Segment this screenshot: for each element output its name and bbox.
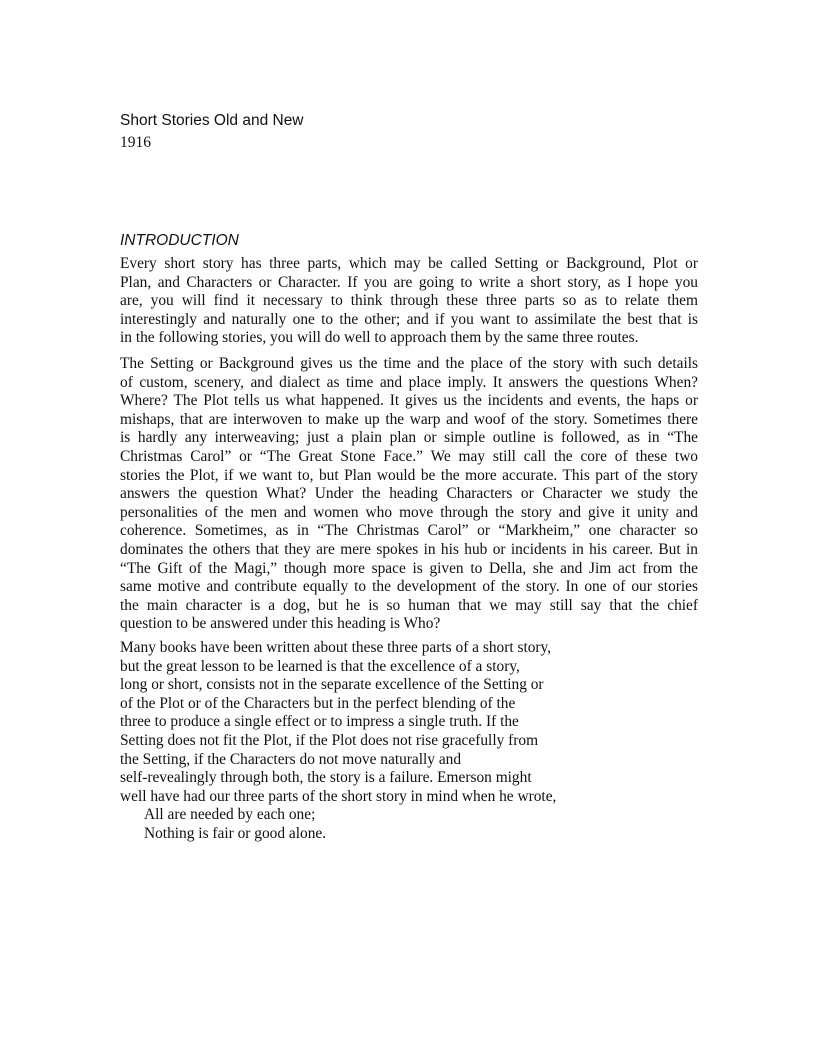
text-line: “The Gift of the Magi,” though more space is given to Della, she and Jim act from the bbox=[120, 559, 698, 577]
text-line: interestingly and naturally one to the other; and if you want to assimilate the best that is bbox=[120, 310, 698, 328]
text-line: the Setting, if the Characters do not move naturally and bbox=[120, 750, 462, 768]
text-line: of the Plot or of the Characters but in the perfect blending of the bbox=[120, 694, 516, 712]
text-line: dominates the others that they are mere spokes in his hub or incidents in his career. But in bbox=[120, 540, 698, 558]
text-line: Where? The Plot tells us what happened. It gives us the incidents and events, the haps or bbox=[120, 392, 698, 410]
text-line: The Setting or Background gives us the time and the place of the story with such details bbox=[120, 355, 698, 372]
paragraph-3 bbox=[120, 639, 698, 844]
text-line: the main character is a dog, but he is so human that we may still say that the chief bbox=[120, 596, 698, 614]
text-line: Plan, and Characters or Character. If you are going to write a short story, as I hope you bbox=[120, 273, 698, 291]
text-line: but the great lesson to be learned is that the excellence of a story, bbox=[120, 657, 520, 675]
verse-line: All are needed by each one; bbox=[144, 806, 316, 824]
text-line: is hardly any interweaving; just a plain plan or simple outline is followed, as in “The bbox=[120, 429, 698, 447]
paragraph-2 bbox=[120, 355, 698, 634]
publication-year: 1916 bbox=[120, 134, 151, 151]
text-line: long or short, consists not in the separate excellence of the Setting or bbox=[120, 676, 544, 694]
text-line: Every short story has three parts, which may be called Setting or Background, Plot or bbox=[120, 255, 698, 272]
text-line: self-revealingly through both, the story is a failure. Emerson might bbox=[120, 769, 532, 787]
text-line: Setting does not fit the Plot, if the Plot does not rise gracefully from bbox=[120, 731, 539, 749]
text-line: answers the question What? Under the heading Characters or Character we study the bbox=[120, 485, 698, 503]
section-heading: INTRODUCTION bbox=[120, 232, 239, 249]
text-line: in the following stories, you will do well to approach them by the same three routes. bbox=[120, 329, 639, 347]
text-line: stories the Plot, if we want to, but Plan would be the more accurate. This part of the story bbox=[120, 466, 698, 484]
text-line: well have had our three parts of the short story in mind when he wrote, bbox=[120, 787, 557, 805]
text-line: coherence. Sometimes, as in “The Christmas Carol” or “Markheim,” one character so bbox=[120, 522, 698, 540]
text-line: mishaps, that are interwoven to make up the warp and woof of the story. Sometimes there bbox=[120, 410, 698, 428]
text-line: personalities of the men and women who move through the story and give it unity and bbox=[120, 503, 698, 521]
text-line: same motive and contribute equally to the development of the story. In one of our stories bbox=[120, 578, 698, 596]
text-line: question to be answered under this heading is Who? bbox=[120, 615, 441, 633]
paragraph-1 bbox=[120, 255, 698, 348]
text-line: are, you will find it necessary to think through these three parts so as to relate them bbox=[120, 292, 698, 310]
text-line: of custom, scenery, and dialect as time and place imply. It answers the questions When? bbox=[120, 373, 698, 391]
book-title: Short Stories Old and New bbox=[120, 112, 304, 129]
text-line: Christmas Carol” or “The Great Stone Face.” We may still call the core of these two bbox=[120, 447, 698, 465]
verse-line: Nothing is fair or good alone. bbox=[144, 824, 327, 842]
text-line: three to produce a single effect or to impress a single truth. If the bbox=[120, 713, 519, 731]
text-line: Many books have been written about these three parts of a short story, bbox=[120, 639, 552, 656]
